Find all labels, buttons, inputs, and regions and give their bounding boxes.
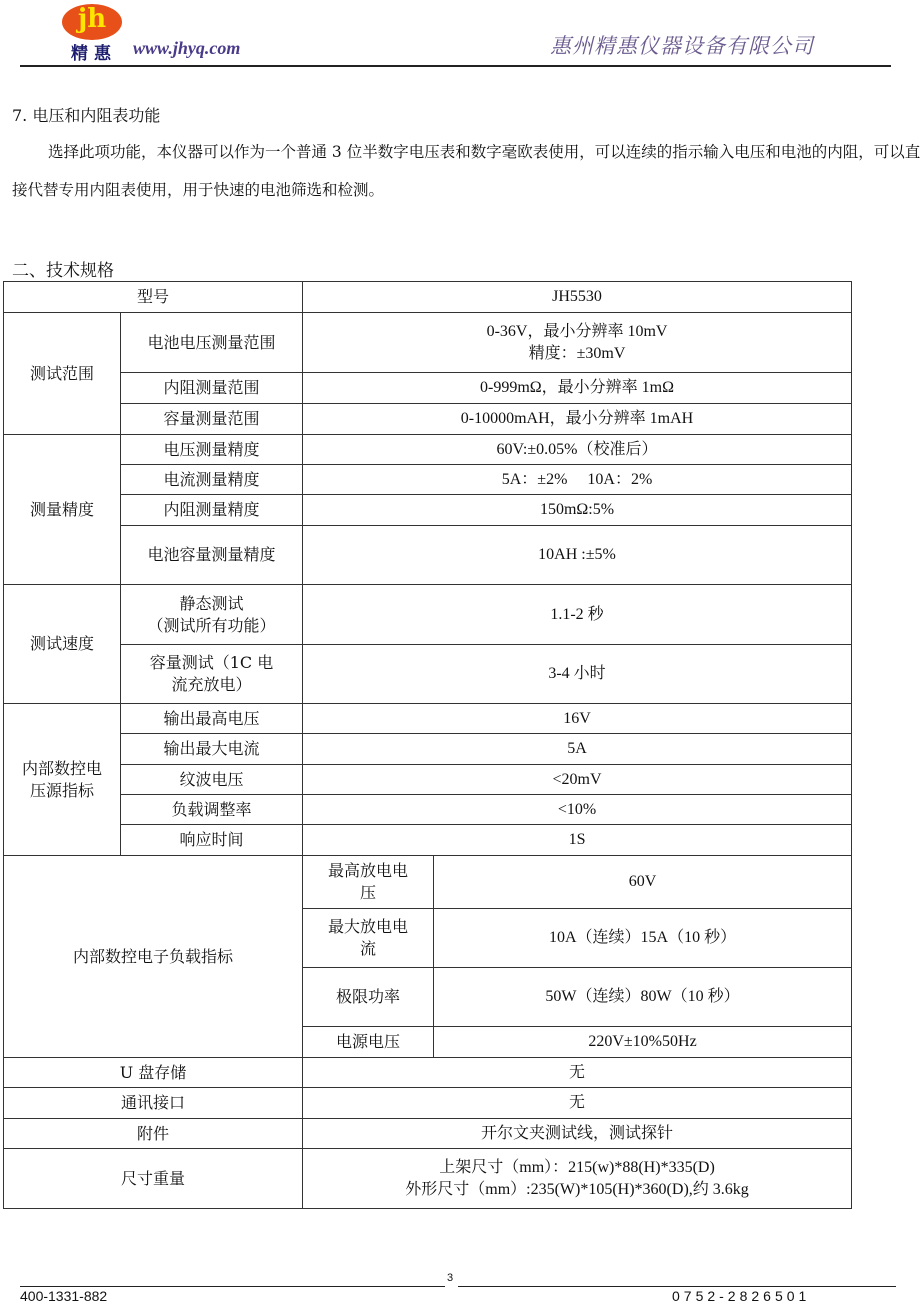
row-label: 输出最大电流 xyxy=(121,734,303,765)
row-label: 容量测量范围 xyxy=(121,404,303,435)
row-label xyxy=(303,909,434,968)
table-row xyxy=(4,795,852,825)
group-label-accuracy: 测量精度 xyxy=(4,435,121,585)
table-row xyxy=(4,704,852,734)
table-row xyxy=(4,404,852,435)
row-value: 16V xyxy=(303,704,852,734)
label-line-1: 内部数控电 xyxy=(21,758,102,778)
row-value: 1.1-2 秒 xyxy=(303,585,852,645)
row-value: <20mV xyxy=(303,765,852,795)
row-label: 内阻测量范围 xyxy=(121,373,303,404)
row-value: 0-999mΩ，最小分辨率 1mΩ xyxy=(303,373,852,404)
model-label: 型号 xyxy=(4,282,303,313)
table-row xyxy=(4,1088,852,1119)
row-label: 极限功率 xyxy=(303,968,434,1027)
group-label-electronic-load: 内部数控电子负载指标 xyxy=(4,856,303,1058)
row-label: 响应时间 xyxy=(121,825,303,856)
row-value: 1S xyxy=(303,825,852,856)
label-line-2: （测试所有功能） xyxy=(147,615,276,635)
spec-table xyxy=(3,281,852,1209)
row-value: 5A xyxy=(303,734,852,765)
group-label-power-source xyxy=(4,704,121,856)
footer-phone: 0752-2826501 xyxy=(672,1288,811,1304)
table-row xyxy=(4,585,852,645)
label-line-1: 最大放电电 xyxy=(328,917,409,936)
row-value: 无 xyxy=(303,1058,852,1088)
table-row xyxy=(4,645,852,704)
table-row xyxy=(4,465,852,495)
label-line-1: 最高放电电 xyxy=(328,861,409,880)
row-value: 60V:±0.05%（校准后） xyxy=(303,435,852,465)
row-value: 10AH :±5% xyxy=(303,526,852,585)
row-value: 220V±10%50Hz xyxy=(434,1027,852,1058)
table-row xyxy=(4,373,852,404)
row-label: 负载调整率 xyxy=(121,795,303,825)
row-value: 50W（连续）80W（10 秒） xyxy=(434,968,852,1027)
table-row xyxy=(4,825,852,856)
row-label: 输出最高电压 xyxy=(121,704,303,734)
row-label xyxy=(121,585,303,645)
row-value xyxy=(303,313,852,373)
row-value: <10% xyxy=(303,795,852,825)
row-label: 电压测量精度 xyxy=(121,435,303,465)
table-row xyxy=(4,765,852,795)
table-row xyxy=(4,1149,852,1209)
label-line-1: 容量测试（1C 电 xyxy=(149,653,274,672)
value-line-2: 外形尺寸（mm）:235(W)*105(H)*360(D),约 3.6kg xyxy=(405,1180,749,1198)
row-label xyxy=(121,645,303,704)
table-row xyxy=(4,282,852,313)
row-value: 3-4 小时 xyxy=(303,645,852,704)
row-value: 5A：±2% 10A：2% xyxy=(303,465,852,495)
label-line-1: 静态测试 xyxy=(179,593,244,613)
table-row xyxy=(4,435,852,465)
row-value: 无 xyxy=(303,1088,852,1119)
section-heading: 7. 电压和内阻表功能 xyxy=(12,106,161,125)
row-value: 150mΩ:5% xyxy=(303,495,852,526)
row-label: 电池容量测量精度 xyxy=(121,526,303,585)
table-row xyxy=(4,734,852,765)
row-value: 开尔文夹测试线，测试探针 xyxy=(303,1119,852,1149)
footer-hotline: 400-1331-882 xyxy=(20,1288,108,1304)
table-row xyxy=(4,495,852,526)
website-link[interactable]: www.jhyq.com xyxy=(133,38,241,58)
logo-mark: jh xyxy=(62,4,122,40)
row-label: 尺寸重量 xyxy=(4,1149,303,1209)
label-line-2: 流充放电） xyxy=(171,675,252,694)
row-value: 60V xyxy=(434,856,852,909)
row-value: 10A（连续）15A（10 秒） xyxy=(434,909,852,968)
row-value xyxy=(303,1149,852,1209)
section-paragraph: 选择此项功能，本仪器可以作为一个普通 3 位半数字电压表和数字毫欧表使用，可以连续的指示输入电压和电池的内阻，可以直接代替专用内阻表使用，用于快速的电池筛选和检测。 xyxy=(12,143,921,199)
label-line-2: 压源指标 xyxy=(29,780,94,800)
table-row xyxy=(4,1119,852,1149)
page-number: 3 xyxy=(447,1272,454,1284)
model-value: JH5530 xyxy=(303,282,852,313)
table-row xyxy=(4,1058,852,1088)
row-label: 内阻测量精度 xyxy=(121,495,303,526)
row-label xyxy=(303,856,434,909)
value-line-1: 0-36V，最小分辨率 10mV xyxy=(486,322,668,340)
row-value: 0-10000mAH，最小分辨率 1mAH xyxy=(303,404,852,435)
label-line-2: 流 xyxy=(360,939,377,958)
footer-divider-left xyxy=(20,1286,445,1287)
value-line-1: 上架尺寸（mm）：215(w)*88(H)*335(D) xyxy=(439,1158,715,1176)
group-label-speed: 测试速度 xyxy=(4,585,121,704)
row-label: 电源电压 xyxy=(303,1027,434,1058)
table-row xyxy=(4,313,852,373)
row-label: 电流测量精度 xyxy=(121,465,303,495)
table-row xyxy=(4,856,852,909)
page-header xyxy=(0,0,923,70)
row-label: 附件 xyxy=(4,1119,303,1149)
company-name: 惠州精惠仪器设备有限公司 xyxy=(550,34,814,58)
logo-chinese-name: 精惠 xyxy=(71,44,117,64)
label-line-2: 压 xyxy=(360,883,377,902)
row-label: U 盘存储 xyxy=(4,1058,303,1088)
spec-heading: 二、技术规格 xyxy=(12,261,114,281)
footer-divider-right xyxy=(458,1286,896,1287)
header-divider xyxy=(20,65,891,67)
table-row xyxy=(4,526,852,585)
row-label: 通讯接口 xyxy=(4,1088,303,1119)
value-line-2: 精度：±30mV xyxy=(528,344,626,362)
row-label: 电池电压测量范围 xyxy=(121,313,303,373)
group-label-test-range: 测试范围 xyxy=(4,313,121,435)
row-label: 纹波电压 xyxy=(121,765,303,795)
